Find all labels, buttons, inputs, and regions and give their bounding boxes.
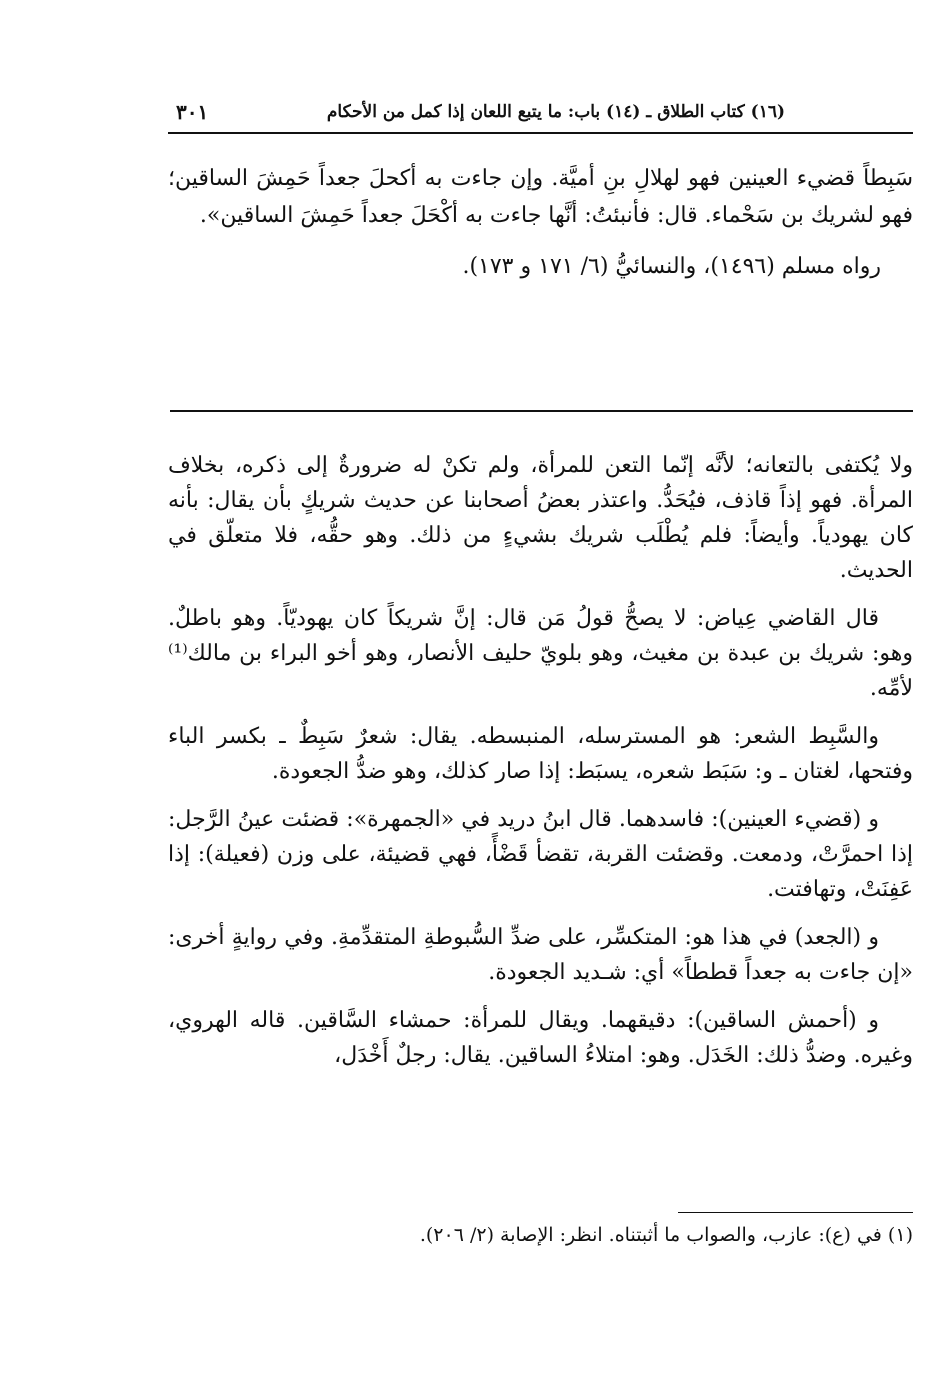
commentary-paragraph: قال القاضي عِياض: لا يصحُّ قولُ مَن قال: إنَّ شريكاً كان يهوديّاً. وهو باطلٌ. وهو: شريك بن عبدة بن مغيث، وهو بلويّ حليف الأنصار، وهو أخو البراء بن مالك⁽¹⁾ لأمِّه. [168, 606, 913, 701]
commentary-paragraph: ولا يُكتفى بالتعانه؛ لأنَّه إنّما التعن للمرأة، ولم تكنْ له ضرورةٌ إلى ذكره، بخلاف المرأة. فهو إذاً قاذف، فيُحَدُّ. واعتذر بعضُ أصحابنا عن حديث شريكٍ بأن يقال: بأنه كان يهودياً. وأيضاً: فلم يُطْلَب شريك بشيءٍ من ذلك. وهو حقُّه، فلا متعلّق في الحديث. [168, 453, 913, 583]
footnote: (١) في (ع): عازب، والصواب ما أثبتناه. انظر: الإصابة (٢/ ٢٠٦). [419, 1224, 913, 1246]
hadith-source: رواه مسلم (١٤٩٦)، والنسائيُّ (٦/ ١٧١ و ١٧٣). [462, 254, 881, 279]
section-divider [170, 410, 913, 412]
commentary-block [168, 448, 913, 1086]
running-header [168, 98, 913, 134]
commentary-paragraph: و (أحمش الساقين): دقيقهما. ويقال للمرأة: حمشاء السَّاقين. قاله الهروي، وغيره. وضدُّ ذلك: الخَدَل. وهو: امتلاءُ الساقين. يقال: رجلٌ أَخْدَل، [168, 1008, 913, 1068]
hadith-block [168, 160, 913, 285]
page-number: ٣٠١ [176, 100, 209, 124]
commentary-paragraph: و (قضيء العينين): فاسدهما. قال ابنُ دريد في «الجمهرة»: قضئت عينُ الرَّجل: إذا احمرَّتْ، ودمعت. وقضئت القربة، تقضأ قَضْأً، فهي قضيئة، على وزن (فعيلة): إذا عَفِنَتْ، وتهافتت. [168, 807, 913, 902]
commentary-paragraph: والسَّبِط الشعر: هو المسترسله، المنبسطه. يقال: شعرٌ سَبِطٌ ـ بكسر الباء وفتحها، لغتان ـ و: سَبَط شعره، يسبَط: إذا صار كذلك، وهو ضدُّ الجعودة. [168, 724, 913, 784]
hadith-text: سَبِطاً قضيء العينين فهو لهلالِ بنِ أميَّة. وإن جاءت به أكحلَ جعداً حَمِشَ الساقين؛ فهو لشريك بن سَحْماء. قال: فأنبئتُ: أنَّها جاءت به أكْحَلَ جعداً حَمِشَ الساقين». [168, 166, 913, 228]
chapter-title: (١٦) كتاب الطلاق ـ (١٤) باب: ما يتبع اللعان إذا كمل من الأحكام [326, 102, 785, 122]
commentary-paragraph: و (الجعد) في هذا هو: المتكسِّر، على ضدِّ السُّبوطةِ المتقدِّمةِ. وفي روايةٍ أخرى: «إن جاءت به جعداً قططاً» أي: شـديد الجعودة. [168, 925, 913, 985]
footnote-rule [678, 1212, 913, 1213]
